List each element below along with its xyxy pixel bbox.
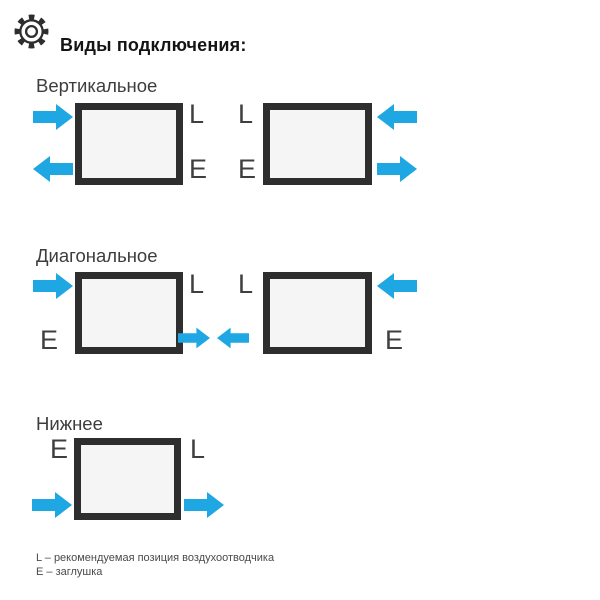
radiator-rect	[263, 103, 372, 185]
flow-arrow-left-icon	[377, 272, 417, 300]
radiator-rect	[75, 272, 183, 354]
section-title-bottom: Нижнее	[36, 413, 103, 434]
plug-label: E	[238, 154, 257, 184]
vent-label: L	[238, 269, 254, 299]
plug-label: E	[385, 325, 404, 355]
flow-arrow-left-icon	[33, 155, 73, 183]
radiator-rect	[263, 272, 372, 354]
legend-line-vent: L – рекомендуемая позиция воздухоотводчика	[36, 552, 275, 564]
flow-arrow-right-icon	[178, 326, 210, 350]
vent-label: L	[189, 269, 205, 299]
flow-arrow-right-icon	[33, 272, 73, 300]
flow-arrow-right-icon	[377, 155, 417, 183]
legend	[36, 551, 274, 579]
flow-arrow-right-icon	[32, 491, 72, 519]
plug-label: E	[50, 434, 69, 464]
flow-arrow-left-icon	[377, 103, 417, 131]
section-title-vertical: Вертикальное	[36, 75, 158, 96]
flow-arrow-right-icon	[33, 103, 73, 131]
radiator-rect	[74, 438, 181, 520]
plug-label: E	[40, 325, 59, 355]
gear-icon	[13, 13, 50, 50]
vent-label: L	[190, 434, 206, 464]
section-title-diagonal: Диагональное	[36, 245, 158, 266]
flow-arrow-left-icon	[217, 326, 249, 350]
vent-label: L	[238, 99, 254, 129]
flow-arrow-right-icon	[184, 491, 224, 519]
page-title: Виды подключения:	[60, 35, 247, 56]
radiator-rect	[75, 103, 183, 185]
legend-line-plug: E – заглушка	[36, 566, 103, 578]
plug-label: E	[189, 154, 208, 184]
vent-label: L	[189, 99, 205, 129]
